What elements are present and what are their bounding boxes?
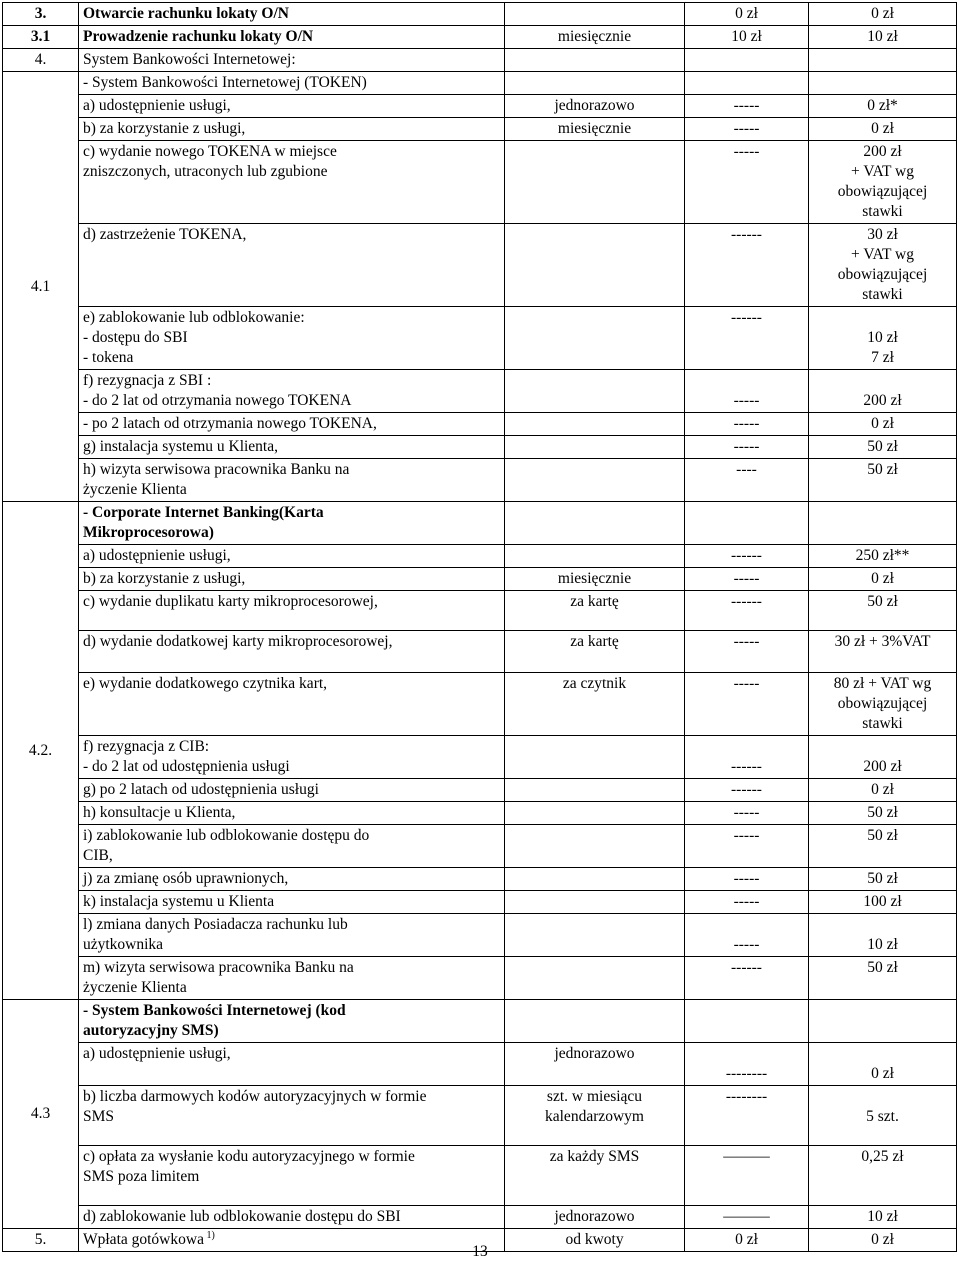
- fee-column-a: ----: [685, 459, 809, 502]
- service-description: d) wydanie dodatkowej karty mikroprocesorowej,: [79, 631, 505, 673]
- fee-column-a: ------: [685, 779, 809, 802]
- frequency: [505, 868, 685, 891]
- fee-column-a: -----: [685, 914, 809, 957]
- frequency: jednorazowo: [505, 1043, 685, 1086]
- frequency: [505, 141, 685, 224]
- fee-column-a: [685, 502, 809, 545]
- service-description: m) wizyta serwisowa pracownika Banku na życzenie Klienta: [79, 957, 505, 1000]
- table-row: [3, 568, 957, 591]
- frequency: za czytnik: [505, 673, 685, 736]
- table-row: [3, 736, 957, 779]
- table-row: [3, 224, 957, 307]
- service-description: i) zablokowanie lub odblokowanie dostępu do CIB,: [79, 825, 505, 868]
- table-row: [3, 141, 957, 224]
- service-description: f) rezygnacja z SBI : - do 2 lat od otrzymania nowego TOKENA: [79, 370, 505, 413]
- service-description: h) wizyta serwisowa pracownika Banku na życzenie Klienta: [79, 459, 505, 502]
- frequency: [505, 914, 685, 957]
- table-row: [3, 49, 957, 72]
- table-row: [3, 673, 957, 736]
- fee-column-a: ------: [685, 957, 809, 1000]
- row-number: 3.1: [3, 26, 79, 49]
- table-row: [3, 631, 957, 673]
- table-row: [3, 545, 957, 568]
- fee-column-a: ------: [685, 224, 809, 307]
- fee-column-b: 0 zł: [809, 1229, 957, 1252]
- service-description: e) zablokowanie lub odblokowanie: - dostępu do SBI - tokena: [79, 307, 505, 370]
- fee-column-a: -----: [685, 568, 809, 591]
- frequency: od kwoty: [505, 1229, 685, 1252]
- fee-table: [2, 2, 957, 1252]
- fee-column-b: 0 zł: [809, 413, 957, 436]
- service-description: g) po 2 latach od udostępnienia usługi: [79, 779, 505, 802]
- service-description: System Bankowości Internetowej:: [79, 49, 505, 72]
- frequency: [505, 72, 685, 95]
- frequency: miesięcznie: [505, 26, 685, 49]
- fee-column-b: 250 zł**: [809, 545, 957, 568]
- service-description: c) opłata za wysłanie kodu autoryzacyjnego w formie SMS poza limitem: [79, 1146, 505, 1206]
- row-number: 4.: [3, 49, 79, 72]
- fee-column-b: 200 zł: [809, 736, 957, 779]
- service-description: h) konsultacje u Klienta,: [79, 802, 505, 825]
- fee-column-b: 30 zł + VAT wg obowiązującej stawki: [809, 224, 957, 307]
- fee-column-b: 50 zł: [809, 868, 957, 891]
- fee-column-a: -----: [685, 825, 809, 868]
- fee-column-b: 5 szt.: [809, 1086, 957, 1146]
- service-description: l) zmiana danych Posiadacza rachunku lub użytkownika: [79, 914, 505, 957]
- frequency: [505, 370, 685, 413]
- fee-column-a: ———: [685, 1206, 809, 1229]
- table-row: [3, 72, 957, 95]
- frequency: [505, 957, 685, 1000]
- fee-column-b: 0 zł: [809, 118, 957, 141]
- fee-column-b: [809, 1000, 957, 1043]
- fee-column-a: -----: [685, 141, 809, 224]
- frequency: jednorazowo: [505, 1206, 685, 1229]
- frequency: za kartę: [505, 631, 685, 673]
- fee-column-a: [685, 72, 809, 95]
- service-description: f) rezygnacja z CIB: - do 2 lat od udostępnienia usługi: [79, 736, 505, 779]
- fee-column-b: 10 zł: [809, 26, 957, 49]
- fee-column-a: [685, 1000, 809, 1043]
- fee-column-a: -----: [685, 673, 809, 736]
- fee-column-b: 50 zł: [809, 459, 957, 502]
- frequency: za kartę: [505, 591, 685, 631]
- fee-column-a: ------: [685, 307, 809, 370]
- table-row: [3, 1146, 957, 1206]
- frequency: [505, 413, 685, 436]
- fee-column-b: 50 zł: [809, 957, 957, 1000]
- fee-column-b: 50 zł: [809, 591, 957, 631]
- fee-column-a: ———: [685, 1146, 809, 1206]
- service-description: b) za korzystanie z usługi,: [79, 568, 505, 591]
- fee-column-b: 50 zł: [809, 802, 957, 825]
- fee-column-b: 0 zł: [809, 3, 957, 26]
- frequency: [505, 545, 685, 568]
- table-row: [3, 307, 957, 370]
- fee-column-a: 0 zł: [685, 3, 809, 26]
- table-row: [3, 825, 957, 868]
- frequency: [505, 802, 685, 825]
- fee-column-a: -----: [685, 118, 809, 141]
- fee-column-a: -----: [685, 370, 809, 413]
- row-number: 4.1: [3, 72, 79, 502]
- frequency: [505, 224, 685, 307]
- frequency: [505, 502, 685, 545]
- table-row: [3, 891, 957, 914]
- service-description: d) zastrzeżenie TOKENA,: [79, 224, 505, 307]
- frequency: jednorazowo: [505, 95, 685, 118]
- fee-column-b: 50 zł: [809, 436, 957, 459]
- frequency: szt. w miesiącu kalendarzowym: [505, 1086, 685, 1146]
- footnote-marker: 1): [203, 1229, 215, 1241]
- service-description: a) udostępnienie usługi,: [79, 95, 505, 118]
- service-description: Otwarcie rachunku lokaty O/N: [79, 3, 505, 26]
- fee-column-b: [809, 49, 957, 72]
- fee-column-b: 200 zł + VAT wg obowiązującej stawki: [809, 141, 957, 224]
- frequency: [505, 736, 685, 779]
- table-row: [3, 436, 957, 459]
- frequency: [505, 3, 685, 26]
- row-number: 4.3: [3, 1000, 79, 1229]
- table-row: [3, 3, 957, 26]
- row-number: 4.2.: [3, 502, 79, 1000]
- fee-column-b: 50 zł: [809, 825, 957, 868]
- fee-column-a: ------: [685, 545, 809, 568]
- frequency: [505, 436, 685, 459]
- service-description: k) instalacja systemu u Klienta: [79, 891, 505, 914]
- frequency: [505, 891, 685, 914]
- frequency: [505, 307, 685, 370]
- fee-column-b: 0 zł: [809, 1043, 957, 1086]
- service-description: d) zablokowanie lub odblokowanie dostępu do SBI: [79, 1206, 505, 1229]
- fee-column-b: 0,25 zł: [809, 1146, 957, 1206]
- table-row: [3, 591, 957, 631]
- service-description: - System Bankowości Internetowej (kod autoryzacyjny SMS): [79, 1000, 505, 1043]
- fee-column-b: 10 zł: [809, 914, 957, 957]
- service-description: Wpłata gotówkowa $^{1)}$: [79, 1229, 505, 1252]
- frequency: za każdy SMS: [505, 1146, 685, 1206]
- fee-column-a: --------: [685, 1043, 809, 1086]
- fee-column-a: ------: [685, 736, 809, 779]
- fee-column-b: 0 zł: [809, 779, 957, 802]
- service-description: - Corporate Internet Banking(Karta Mikroprocesorowa): [79, 502, 505, 545]
- table-row: [3, 802, 957, 825]
- service-description: c) wydanie nowego TOKENA w miejsce zniszczonych, utraconych lub zgubione: [79, 141, 505, 224]
- fee-column-b: [809, 72, 957, 95]
- table-row: [3, 118, 957, 141]
- fee-column-b: 0 zł*: [809, 95, 957, 118]
- fee-column-b: 200 zł: [809, 370, 957, 413]
- table-row: [3, 502, 957, 545]
- fee-column-a: --------: [685, 1086, 809, 1146]
- table-row: [3, 957, 957, 1000]
- fee-column-a: -----: [685, 631, 809, 673]
- table-row: [3, 1000, 957, 1043]
- service-description: a) udostępnienie usługi,: [79, 1043, 505, 1086]
- service-description: - po 2 latach od otrzymania nowego TOKENA,: [79, 413, 505, 436]
- service-description: Prowadzenie rachunku lokaty O/N: [79, 26, 505, 49]
- fee-column-b: 10 zł: [809, 1206, 957, 1229]
- page-number: 13: [472, 1243, 488, 1260]
- frequency: miesięcznie: [505, 118, 685, 141]
- fee-column-b: [809, 502, 957, 545]
- fee-column-a: -----: [685, 891, 809, 914]
- table-row: [3, 868, 957, 891]
- service-description: - System Bankowości Internetowej (TOKEN): [79, 72, 505, 95]
- service-description: b) za korzystanie z usługi,: [79, 118, 505, 141]
- fee-column-a: -----: [685, 436, 809, 459]
- table-row: [3, 370, 957, 413]
- frequency: miesięcznie: [505, 568, 685, 591]
- fee-column-a: -----: [685, 868, 809, 891]
- table-row: [3, 1206, 957, 1229]
- table-row: [3, 779, 957, 802]
- fee-column-a: -----: [685, 413, 809, 436]
- frequency: [505, 779, 685, 802]
- table-row: [3, 26, 957, 49]
- table-row: [3, 1043, 957, 1086]
- fee-column-a: ------: [685, 591, 809, 631]
- service-description: j) za zmianę osób uprawnionych,: [79, 868, 505, 891]
- service-description: b) liczba darmowych kodów autoryzacyjnych w formie SMS: [79, 1086, 505, 1146]
- service-description: c) wydanie duplikatu karty mikroprocesorowej,: [79, 591, 505, 631]
- fee-column-b: 10 zł 7 zł: [809, 307, 957, 370]
- service-description: e) wydanie dodatkowego czytnika kart,: [79, 673, 505, 736]
- service-description: g) instalacja systemu u Klienta,: [79, 436, 505, 459]
- fee-column-b: 80 zł + VAT wg obowiązującej stawki: [809, 673, 957, 736]
- fee-column-b: 0 zł: [809, 568, 957, 591]
- fee-column-a: [685, 49, 809, 72]
- frequency: [505, 459, 685, 502]
- fee-column-b: 30 zł + 3%VAT: [809, 631, 957, 673]
- fee-column-a: -----: [685, 802, 809, 825]
- table-row: [3, 1086, 957, 1146]
- frequency: [505, 825, 685, 868]
- fee-column-b: 100 zł: [809, 891, 957, 914]
- frequency: [505, 49, 685, 72]
- table-row: [3, 95, 957, 118]
- fee-column-a: -----: [685, 95, 809, 118]
- service-description: a) udostępnienie usługi,: [79, 545, 505, 568]
- table-row: [3, 459, 957, 502]
- row-number: 5.: [3, 1229, 79, 1252]
- row-number: 3.: [3, 3, 79, 26]
- frequency: [505, 1000, 685, 1043]
- table-row: [3, 413, 957, 436]
- fee-column-a: 10 zł: [685, 26, 809, 49]
- fee-column-a: 0 zł: [685, 1229, 809, 1252]
- table-row: [3, 914, 957, 957]
